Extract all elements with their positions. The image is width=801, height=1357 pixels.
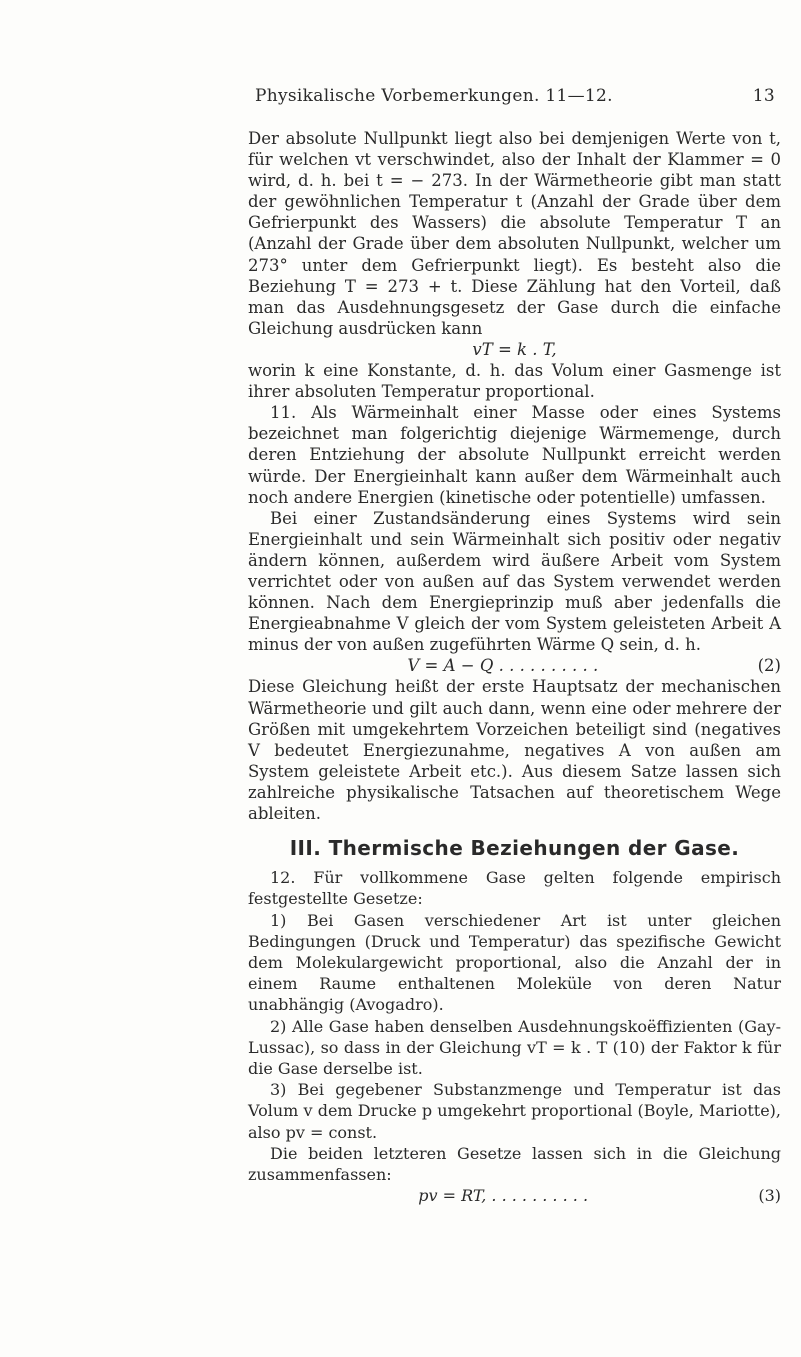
paragraph-first-law: Diese Gleichung heißt der erste Hauptsatz der mechanischen Wärmetheorie und gilt auch dann, wenn eine oder mehrere der Größen mit umgekehrtem Vorzeichen beteiligt sind (negatives V bedeutet Energiezunahme, negatives A von außen am System geleistete Arbeit etc.). Aus diesem Satze lassen sich zahlreiche physikalische Tatsachen auf theoretischem Wege ableiten. xyxy=(248,677,781,823)
body-text xyxy=(248,128,781,1206)
paragraph-heat-content: 11. Als Wärmeinhalt einer Masse oder eines Systems bezeichnet man folgerichtig diejenige Wärmemenge, durch deren Entziehung der absolute Nullpunkt erreicht werden würde. Der Energieinhalt kann außer dem Wärmeinhalt auch noch andere Energien (kinetische oder potentielle) umfassen. xyxy=(248,403,781,507)
paragraph-absolute-zero: Der absolute Nullpunkt liegt also bei demjenigen Werte von t, für welchen vt verschwindet, also der Inhalt der Klammer = 0 wird, d. h. bei t = − 273. In der Wärmetheorie gibt man statt der gewöhnlichen Temperatur t (Anzahl der Grade über dem Gefrierpunkt des Wassers) die absolute Temperatur T an (Anzahl der Grade über dem absoluten Nullpunkt, welcher um 273° unter dem Gefrierpunkt liegt). Es besteht also die Beziehung T = 273 + t. Diese Zählung hat den Vorteil, daß man das Ausdehnungsgesetz der Gase durch die einfache Gleichung ausdrücken kann xyxy=(248,129,781,338)
paragraph-perfect-gases: 12. Für vollkommene Gase gelten folgende empirisch festgestellte Gesetze: xyxy=(248,868,781,909)
running-head-title: Physikalische Vorbemerkungen. 11—12. xyxy=(255,86,613,106)
paragraph-state-change: Bei einer Zustandsänderung eines Systems wird sein Energieinhalt und sein Wärmeinhalt sich positiv oder negativ ändern können, außerdem wird äußere Arbeit vom System verrichtet oder von außen auf das System verwendet werden können. Nach dem Energieprinzip muß aber jedenfalls die Energieabnahme V gleich der vom System geleisteten Arbeit A minus der von außen zugeführten Wärme Q sein, d. h. xyxy=(248,508,781,655)
running-head xyxy=(255,86,775,106)
equation-volume-temperature: vT = k . T, xyxy=(472,339,557,359)
equation-gas-law: pv = RT, . . . . . . . . . . xyxy=(418,1186,589,1206)
equation-number-3: (3) xyxy=(758,1186,781,1206)
page-number: 13 xyxy=(752,86,775,106)
paragraph-boyle-mariotte: 3) Bei gegebener Substanzmenge und Temperatur ist das Volum v dem Drucke p umgekehrt proportional (Boyle, Mariotte), also pv = const. xyxy=(248,1080,781,1142)
equation-first-law-line xyxy=(248,655,781,676)
paragraph-combined-law: Die beiden letzteren Gesetze lassen sich in die Gleichung zusammenfassen: xyxy=(248,1143,781,1185)
equation-gas-law-line xyxy=(248,1185,781,1206)
paragraph-avogadro: 1) Bei Gasen verschiedener Art ist unter gleichen Bedingungen (Druck und Temperatur) das spezifische Gewicht dem Molekulargewicht proportional, also die Anzahl der in einem Raume enthaltenen Moleküle von deren Natur unabhängig (Avogadro). xyxy=(248,910,781,1015)
gas-laws-section xyxy=(248,867,781,1206)
equation-number-2: (2) xyxy=(757,656,781,676)
paragraph-gay-lussac: 2) Alle Gase haben denselben Ausdehnungskoëffizienten (Gay-Lussac), so dass in der Gleichung vT = k . T (10) der Faktor k für die Gase derselbe ist. xyxy=(248,1016,781,1079)
paragraph-constant: worin k eine Konstante, d. h. das Volum einer Gasmenge ist ihrer absoluten Temperatur proportional. xyxy=(248,361,781,402)
equation-first-law: V = A − Q . . . . . . . . . . xyxy=(407,656,599,676)
section-heading: III. Thermische Beziehungen der Gase. xyxy=(289,836,740,861)
